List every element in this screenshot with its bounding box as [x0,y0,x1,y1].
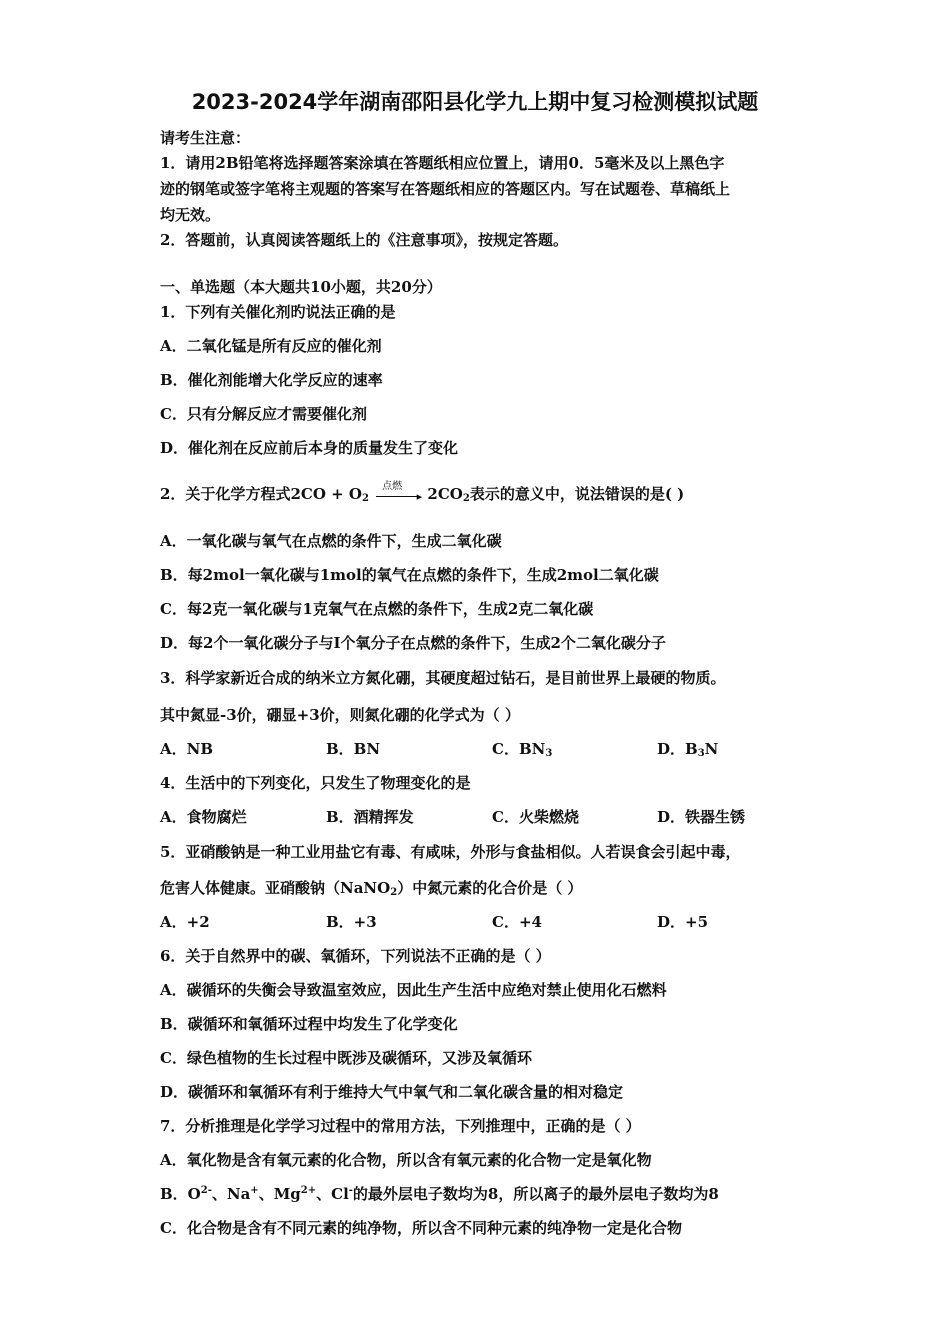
arrow-head-icon: ▸ [416,490,423,503]
question-5-stem-1: 5．亚硝酸钠是一种工业用盐它有毒、有咸味，外形与食盐相似。人若误食会引起中毒， [160,843,741,861]
question-2-option-c: C．每2克一氧化碳与1克氧气在点燃的条件下，生成2克二氧化碳 [160,600,594,618]
question-7-option-c: C．化合物是含有不同元素的纯净物，所以含不同种元素的纯净物一定是化合物 [160,1219,682,1237]
question-6-option-d: D．碳循环和氧循环有利于维持大气中氧气和二氧化碳含量的相对稳定 [160,1083,624,1101]
question-1-option-b: B．催化剂能增大化学反应的速率 [160,371,383,389]
question-5-option-d: D．+5 [657,913,709,931]
question-2-option-a: A．一氧化碳与氧气在点燃的条件下，生成二氧化碳 [160,532,502,550]
reaction-condition: 点燃 [382,481,403,492]
question-7-option-a: A．氧化物是含有氧元素的化合物，所以含有氧元素的化合物一定是氧化物 [160,1151,652,1169]
equation-reactants: 2．关于化学方程式2CO + O [160,485,362,503]
question-6-option-b: B．碳循环和氧循环过程中均发生了化学变化 [160,1015,458,1033]
question-3-stem-1: 3．科学家新近合成的纳米立方氮化硼，其硬度超过钻石，是目前世界上最硬的物质。 [160,669,726,687]
question-5-option-b: B．+3 [326,913,377,931]
question-2-text: 表示的意义中，说法错误的是( ) [469,485,685,503]
question-7-stem: 7．分析推理是化学学习过程中的常用方法，下列推理中，正确的是（ ） [160,1117,641,1135]
question-6-option-c: C．绿色植物的生长过程中既涉及碳循环，又涉及氧循环 [160,1049,532,1067]
notice-line-2: 迹的钢笔或签字笔将主观题的答案写在答题纸相应的答题区内。写在试题卷、草稿纸上 [160,180,731,198]
question-4-stem: 4．生活中的下列变化，只发生了物理变化的是 [160,774,471,792]
notice-heading: 请考生注意： [160,129,251,147]
question-4-option-a: A．食物腐烂 [160,808,247,826]
page-title: 2023-2024学年湖南邵阳县化学九上期中复习检测模拟试题 [191,90,759,114]
question-3-option-b: B．BN [326,740,381,758]
question-3-option-c: C．$BN_3$ [492,740,553,759]
question-2-option-d: D．每2个一氧化碳分子与I个氧分子在点燃的条件下，生成2个二氧化碳分子 [160,634,666,652]
question-1-option-d: D．催化剂在反应前后本身的质量发生了变化 [160,439,459,457]
question-2-option-b: B．每2mol一氧化碳与1mol的氧气在点燃的条件下，生成2mol二氧化碳 [160,566,659,584]
question-3-option-a: A．NB [160,740,214,758]
question-4-option-b: B．酒精挥发 [326,808,414,826]
question-1-option-c: C．只有分解反应才需要催化剂 [160,405,367,423]
notice-line-4: 2．答题前，认真阅读答题纸上的《注意事项》，按规定答题。 [160,231,568,249]
question-2-stem [160,481,685,504]
question-1-stem: 1．下列有关催化剂旳说法正确的是 [160,303,396,321]
question-6-option-a: A．碳循环的失衡会导致温室效应，因此生产生活中应绝对禁止使用化石燃料 [160,981,667,999]
question-7-option-b: B．$O^{2-}$、Na+、$Mg^{2+}$、Cl-的最外层电子数均为8，所以离子的最外层电子数均为8 [160,1185,719,1203]
co2-subscript: 2 [462,493,470,504]
question-3-option-d: D．$B_3N$ [657,740,719,759]
section-heading: 一、单选题（本大题共10小题，共20分） [160,278,442,296]
question-5-stem-2: 危害人体健康。亚硝酸钠（NaNO$_2$）中氮元素的化合价是（ ） [160,879,583,898]
notice-line-3: 均无效。 [160,206,221,224]
question-5-option-c: C．+4 [492,913,542,931]
question-4-option-d: D．铁器生锈 [657,808,746,826]
question-4-option-c: C．火柴燃烧 [492,808,579,826]
question-6-stem: 6．关于自然界中的碳、氧循环，下列说法不正确的是（ ） [160,947,551,965]
question-3-stem-2: 其中氮显-3价，硼显+3价，则氮化硼的化学式为（ ） [160,706,520,724]
equation-product: 2CO [427,485,463,503]
notice-line-1: 1．请用2B铅笔将选择题答案涂填在答题纸相应位置上，请用0．5毫米及以上黑色字 [160,154,725,172]
reaction-arrow [374,481,423,504]
question-1-option-a: A．二氧化锰是所有反应的催化剂 [160,337,382,355]
o2-subscript: 2 [361,493,369,504]
question-5-option-a: A．+2 [160,913,210,931]
